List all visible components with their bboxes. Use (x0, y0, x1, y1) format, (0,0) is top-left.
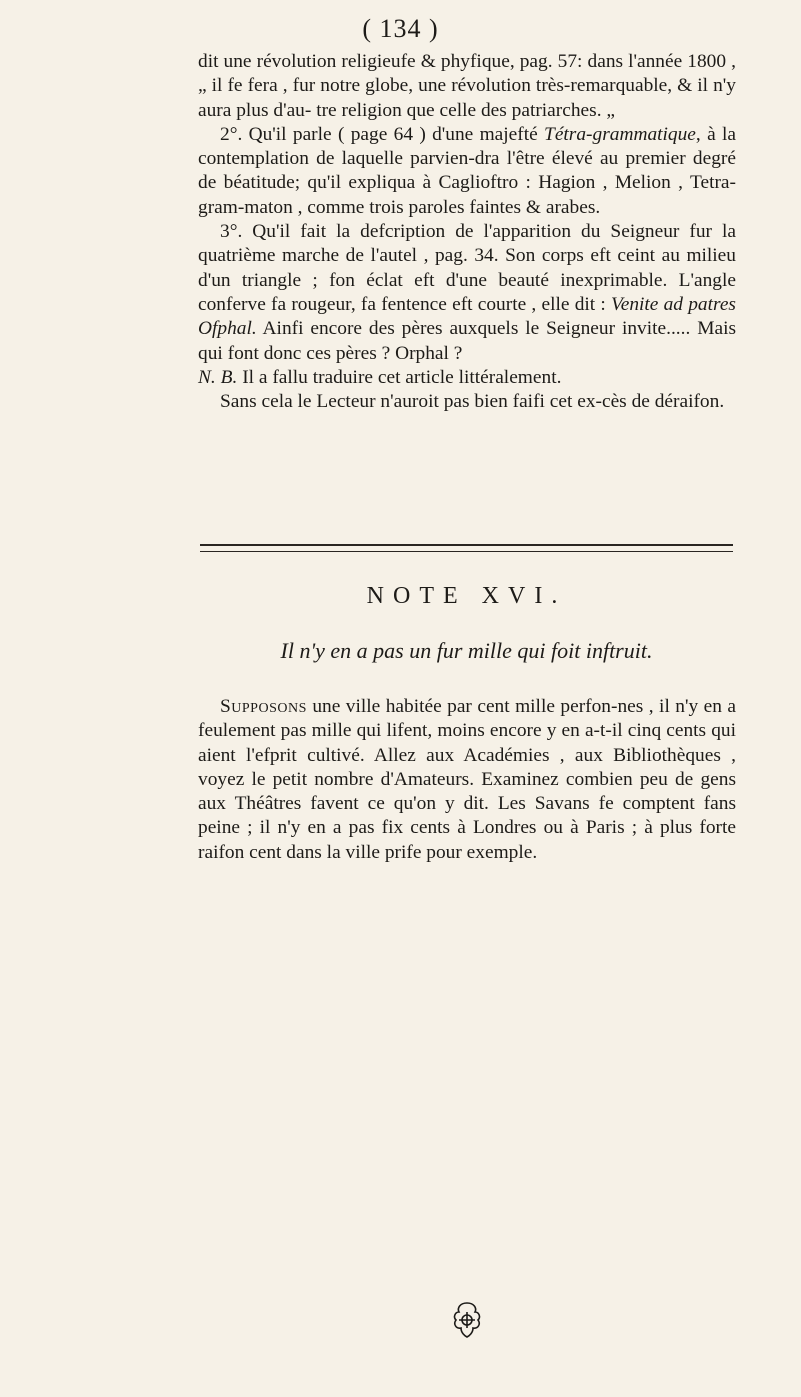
item-2-rest: , à la contemplation de laquelle parvien-dra l'être élevé au premier degré de béatitude; qu'il expliqua à Caglioftro : Hagion , Melion , Tetra-gram-maton , comme trois paroles faintes & arabes. (198, 123, 736, 218)
nb-text: Il a fallu traduire cet article littéralement. (242, 366, 562, 388)
item-2-prefix: 2°. Qu'il parle ( page 64 ) d'une majefté (220, 123, 538, 145)
item-2 (198, 123, 736, 220)
item-3-italic: Venite ad patres Ofphal. (198, 293, 736, 340)
closing-paragraph: Sans cela le Lecteur n'auroit pas bien faifi cet ex-cès de déraifon. (220, 391, 725, 413)
printer-ornament-icon (450, 1300, 484, 1340)
line-2: dans l'année 1800 , „ il fe fera , fur notre globe, une (198, 51, 736, 97)
continued-text (198, 50, 736, 414)
lead-word: Supposons (220, 696, 307, 717)
nota-bene (198, 366, 736, 390)
item-3-rest: Ainfi encore des pères auxquels le Seigneur invite..... Mais qui font donc ces pères ? Orphal ? (198, 318, 737, 364)
item-2-italic: Tétra-grammatique (544, 123, 696, 145)
page-number: ( 134 ) (362, 14, 439, 43)
note-paragraph (198, 695, 736, 865)
note-subtitle: Il n'y en a pas un fur mille qui foit inftruit. (280, 638, 653, 663)
note-title: NOTE XVI. (366, 583, 567, 609)
note-body (198, 695, 736, 865)
line-1: dit une révolution religieufe & phyfique, pag. 57: (198, 51, 583, 72)
line-4: tre religion que celle des patriarches. „ (316, 99, 615, 121)
item-3 (198, 220, 736, 366)
text-line (198, 50, 736, 123)
item-3-prefix: 3°. Qu'il fait la defcription de l'apparition du Seigneur fur la quatrième marche de l'autel , pag. 34. Son corps eft ceint au milieu d'un triangle ; fon éclat eft d'une beauté inexprimable. L'angle conferve fa rougeur, fa fentence eft courte , elle dit : (198, 221, 736, 315)
line-3: révolution très-remarquable, & il n'y aura plus d'au- (198, 75, 736, 121)
note-text: une ville habitée par cent mille perfon-nes , il n'y en a feulement pas mille qui lifent, moins encore y en a-t-il cinq cents qui aient l'efprit cultivé. Allez aux Académies , aux Bibliothèques , voyez le petit nombre d'Amateurs. Examinez combien peu de gens aux Théâtres favent ce qu'on y dit. Les Savans fe comptent fans peine ; il n'y en a pas fix cents à Londres ou à Paris ; à plus forte raifon cent dans la ville prife pour exemple. (198, 696, 736, 863)
section-divider (200, 544, 733, 552)
nb-label: N. B. (198, 366, 238, 388)
